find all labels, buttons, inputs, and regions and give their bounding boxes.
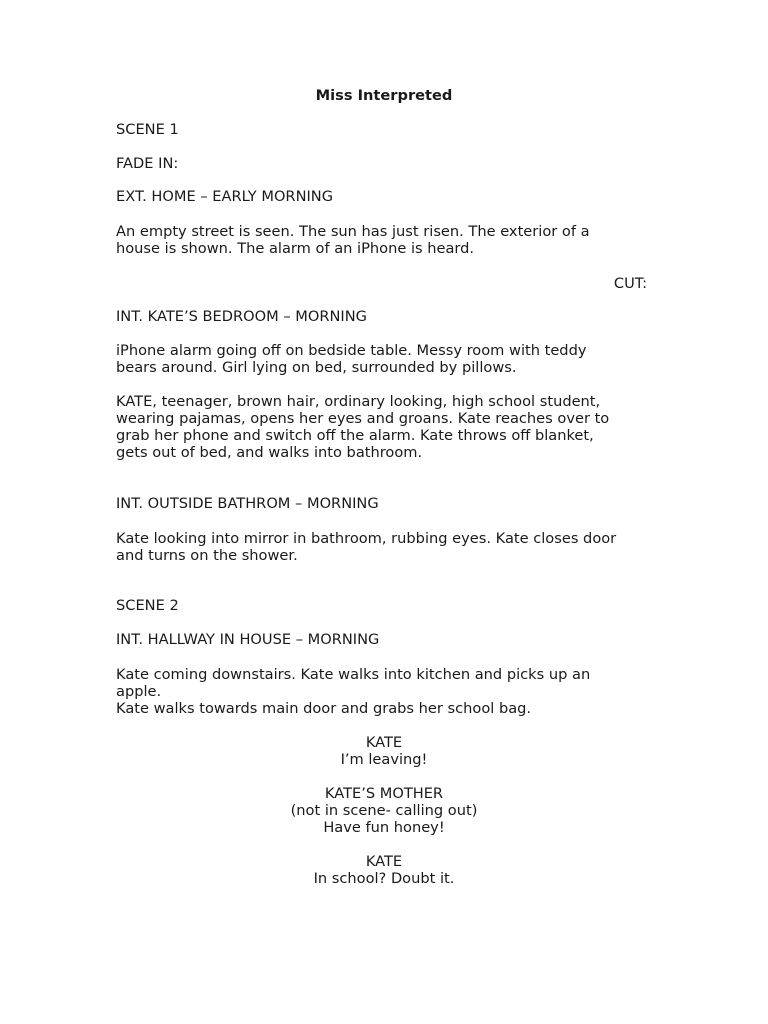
action-line: bears around. Girl lying on bed, surrounded by pillows. xyxy=(116,359,517,376)
dialogue-character: KATE xyxy=(365,853,403,870)
dialogue-line: I’m leaving! xyxy=(340,751,428,768)
scene-number: SCENE 2 xyxy=(116,597,179,614)
script-title: Miss Interpreted xyxy=(315,87,453,104)
action-line: Kate looking into mirror in bathroom, rubbing eyes. Kate closes door xyxy=(116,530,617,547)
action-line: and turns on the shower. xyxy=(116,547,298,564)
action-line: Kate coming downstairs. Kate walks into kitchen and picks up an xyxy=(116,666,591,683)
dialogue-line: Have fun honey! xyxy=(323,819,445,836)
action-line: gets out of bed, and walks into bathroom. xyxy=(116,444,423,461)
action-line: Kate walks towards main door and grabs her school bag. xyxy=(116,700,532,717)
action-line: grab her phone and switch off the alarm. Kate throws off blanket, xyxy=(116,427,594,444)
dialogue-character: KATE xyxy=(365,734,403,751)
dialogue-parenthetical: (not in scene- calling out) xyxy=(290,802,478,819)
action-line: KATE, teenager, brown hair, ordinary looking, high school student, xyxy=(116,393,601,410)
action-line: An empty street is seen. The sun has just risen. The exterior of a xyxy=(116,223,590,240)
scene-heading: EXT. HOME – EARLY MORNING xyxy=(116,188,334,205)
transition-cut: CUT: xyxy=(613,275,647,292)
action-line: iPhone alarm going off on bedside table. Messy room with teddy xyxy=(116,342,587,359)
action-line: apple. xyxy=(116,683,162,700)
action-line: house is shown. The alarm of an iPhone is heard. xyxy=(116,240,475,257)
scene-number: SCENE 1 xyxy=(116,121,179,138)
transition-fade-in: FADE IN: xyxy=(116,155,179,172)
scene-heading: INT. KATE’S BEDROOM – MORNING xyxy=(116,308,367,325)
scene-heading: INT. OUTSIDE BATHROM – MORNING xyxy=(116,495,379,512)
dialogue-line: In school? Doubt it. xyxy=(313,870,455,887)
dialogue-character: KATE’S MOTHER xyxy=(324,785,444,802)
scene-heading: INT. HALLWAY IN HOUSE – MORNING xyxy=(116,631,380,648)
action-line: wearing pajamas, opens her eyes and groans. Kate reaches over to xyxy=(116,410,610,427)
